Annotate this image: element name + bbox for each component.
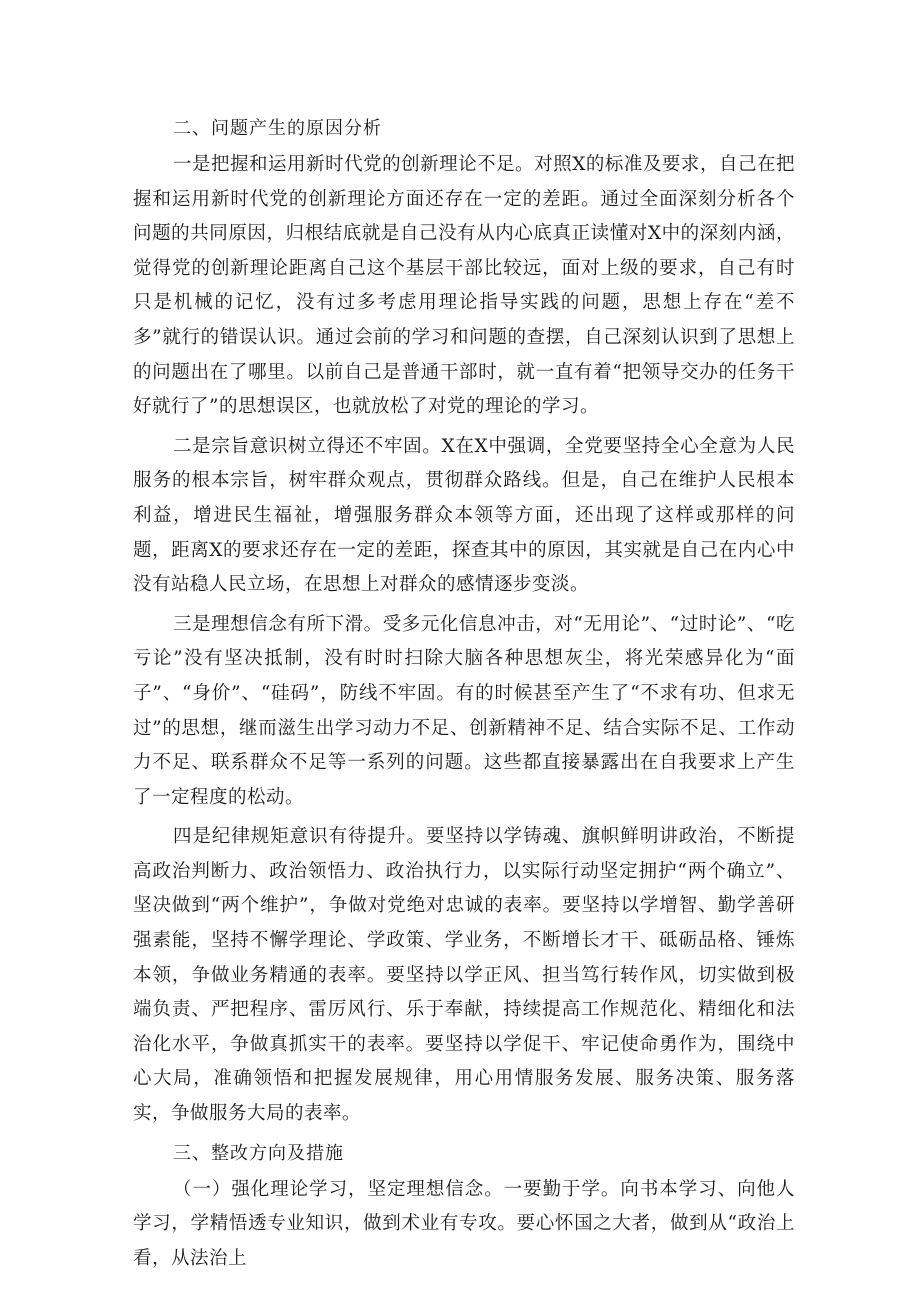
section-heading-cause-analysis: 二、问题产生的原因分析 [173, 118, 382, 139]
paragraph-theory-shortfall: 一是把握和运用新时代党的创新理论不足。对照X的标准及要求，自己在把握和运用新时代党的创新理论方面还存在一定的差距。通过全面深刻分析各个问题的共同原因，归根结底就是自己没有从内心底真正读懂对X中的深刻内涵，觉得党的创新理论距离自己这个基层干部比较远，面对上级的要求，自己有时只是机械的记忆，没有过多考虑用理论指导实践的问题，思想上存在“差不多”就行的错误认识。通过会前的学习和问题的查摆，自己深刻认识到了思想上的问题出在了哪里。以前自己是普通干部时，就一直有着“把领导交办的任务干好就行了”的思想误区，也就放松了对党的理论的学习。 [133, 154, 795, 418]
section-heading-rectification: 三、整改方向及措施 [173, 1142, 344, 1164]
document-body [133, 112, 795, 1276]
paragraph-purpose-awareness: 二是宗旨意识树立得还不牢固。X在X中强调，全党要坚持全心全意为人民服务的根本宗旨，树牢群众观点，贯彻群众路线。但是，自己在维护人民根本利益，增进民生福祉，增强服务群众本领等方面，还出现了这样或那样的问题，距离X的要求还存在一定的差距，探查其中的原因，其实就是自己在内心中没有站稳人民立场，在思想上对群众的感情逐步变淡。 [133, 435, 795, 596]
paragraph-ideals-beliefs: 三是理想信念有所下滑。受多元化信息冲击，对“无用论”、“过时论”、“吃亏论”没有坚决抵制，没有时时扫除大脑各种思想灰尘，将光荣感异化为“面子”、“身价”、“硅码”，防线不牢固。有的时候甚至产生了“不求有功、但求无过”的思想，继而滋生出学习动力不足、创新精神不足、结合实际不足、工作动力不足、联系群众不足等一系列的问题。这些都直接暴露出在自我要求上产生了一定程度的松动。 [133, 613, 795, 808]
paragraph-discipline-awareness: 四是纪律规矩意识有待提升。要坚持以学铸魂、旗帜鲜明讲政治，不断提高政治判断力、政治领悟力、政治执行力，以实际行动坚定拥护“两个确立”、坚决做到“两个维护”，争做对党绝对忠诚的表率。要坚持以学增智、勤学善研强素能，坚持不懈学理论、学政策、学业务，不断增长才干、砥砺品格、锤炼本领，争做业务精通的表率。要坚持以学正风、担当笃行转作风，切实做到极端负责、严把程序、雷厉风行、乐于奉献，持续提高工作规范化、精细化和法治化水平，争做真抓实干的表率。要坚持以学促干、牢记使命勇作为，围绕中心大局，准确领悟和把握发展规律，用心用情服务发展、服务决策、服务落实，争做服务大局的表率。 [133, 826, 795, 1125]
paragraph-strengthen-theory-study: （一）强化理论学习，坚定理想信念。一要勤于学。向书本学习、向他人学习，学精悟透专业知识，做到术业有专攻。要心怀国之大者，做到从“政治上看，从法治上 [133, 1178, 795, 1269]
